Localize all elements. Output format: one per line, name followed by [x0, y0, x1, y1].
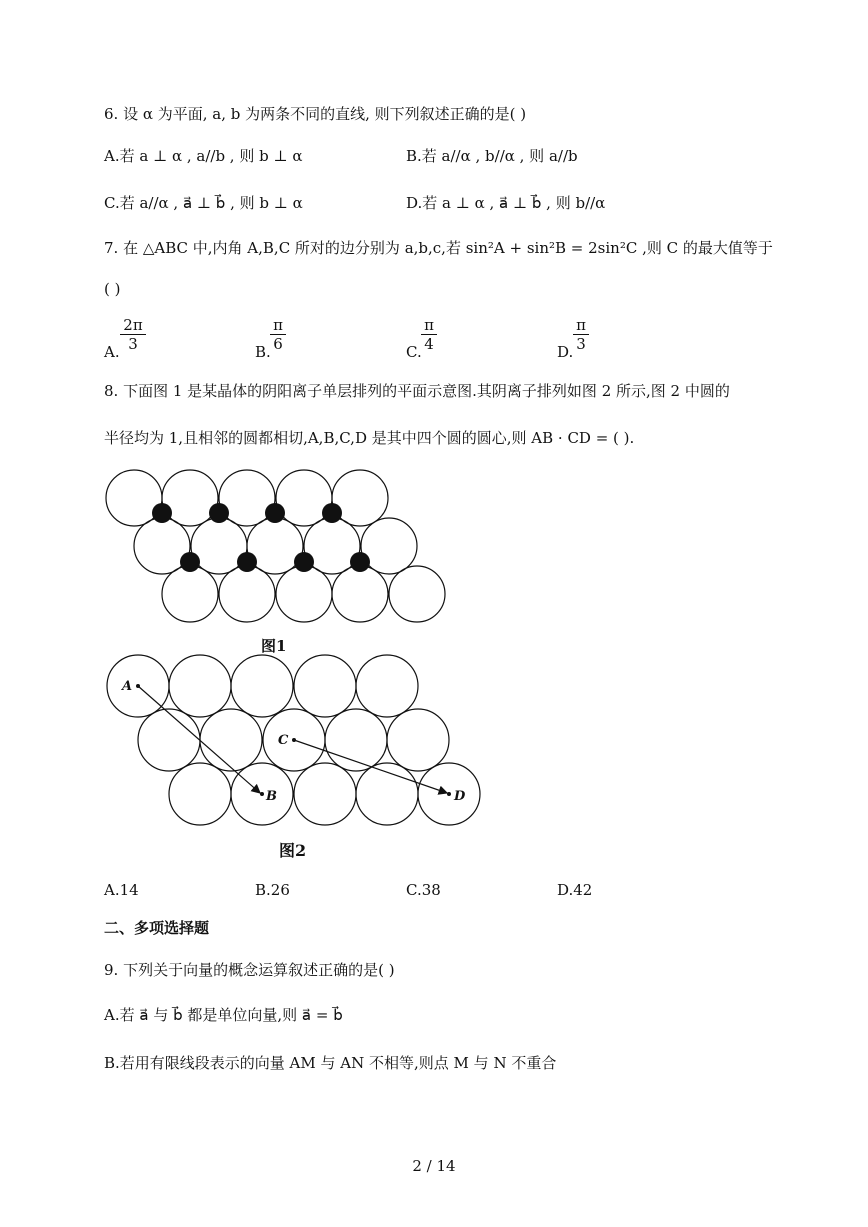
fig1-circle	[219, 566, 275, 622]
q8-option-d: D.42	[557, 881, 593, 899]
q9-stem: 9. 下列关于向量的概念运算叙述正确的是( )	[104, 961, 395, 979]
fig1-circle	[361, 518, 417, 574]
q8-option-c: C.38	[406, 881, 441, 899]
fig2-circle	[200, 709, 262, 771]
q7-option-d-num: π	[573, 316, 589, 335]
fig1-cation-dot	[265, 503, 285, 523]
point-d-dot	[447, 792, 451, 796]
point-b-label: B	[266, 789, 277, 804]
q7-option-b-num: π	[270, 316, 286, 335]
q6-option-a: A.若 a ⊥ α , a//b , 则 b ⊥ α	[104, 147, 303, 165]
q7-option-c-label: C.	[406, 343, 422, 361]
vector-ab-arrow	[138, 686, 260, 793]
fig1-cation-dot	[209, 503, 229, 523]
q7-option-d-den: 3	[576, 335, 586, 353]
fig2-caption: 图2	[279, 841, 307, 860]
fig1-caption: 图1	[261, 637, 287, 655]
q7-stem: 7. 在 △ABC 中,内角 A,B,C 所对的边分别为 a,b,c,若 sin²A + sin²B = 2sin²C ,则 C 的最大值等于	[104, 239, 773, 257]
q8-stem-line2: 半径均为 1,且相邻的圆都相切,A,B,C,D 是其中四个圆的圆心,则 AB · CD = ( ).	[104, 429, 635, 447]
vector-cd-arrow	[294, 740, 447, 793]
q7-option-d-label: D.	[557, 343, 574, 361]
fig1-cation-dot	[350, 552, 370, 572]
fig2-circle	[169, 763, 231, 825]
point-b-dot	[260, 792, 264, 796]
fig1-cation-dot	[294, 552, 314, 572]
q6-stem: 6. 设 α 为平面, a, b 为两条不同的直线, 则下列叙述正确的是( )	[104, 105, 527, 123]
q7-option-a-den: 3	[128, 335, 138, 353]
fig2-circle	[387, 709, 449, 771]
q6-option-d: D.若 a ⊥ α , a⃗ ⊥ b⃗ , 则 b//α	[406, 194, 606, 212]
fig1-circle	[162, 566, 218, 622]
q7-option-c-num: π	[421, 316, 437, 335]
q7-option-a-num: 2π	[120, 316, 146, 335]
q8-option-a: A.14	[104, 881, 139, 899]
q7-option-b-fraction	[270, 316, 286, 353]
fig1-cation-dot	[322, 503, 342, 523]
q7-option-d-fraction	[573, 316, 589, 353]
point-d-label: D	[454, 789, 466, 804]
fig1-circle	[332, 566, 388, 622]
fig2-circle	[169, 655, 231, 717]
q9-option-a: A.若 a⃗ 与 b⃗ 都是单位向量,则 a⃗ = b⃗	[104, 1006, 343, 1024]
q8-option-b: B.26	[255, 881, 290, 899]
q6-option-b: B.若 a//α , b//α , 则 a//b	[406, 147, 578, 165]
fig2-circle	[356, 655, 418, 717]
fig1-circle	[276, 566, 332, 622]
q7-option-a-fraction	[120, 316, 146, 353]
q7-option-b-label: B.	[255, 343, 271, 361]
point-c-dot	[292, 738, 296, 742]
q8-stem-line1: 8. 下面图 1 是某晶体的阴阳离子单层排列的平面示意图.其阴离子排列如图 2 所示,图 2 中圆的	[104, 382, 730, 400]
fig2-circle	[294, 763, 356, 825]
q7-option-c-den: 4	[424, 335, 434, 353]
point-a-label: A	[122, 679, 133, 694]
q7-paren: ( )	[104, 280, 121, 298]
q6-option-c: C.若 a//α , a⃗ ⊥ b⃗ , 则 b ⊥ α	[104, 194, 303, 212]
fig1-cation-dot	[237, 552, 257, 572]
q7-option-a-label: A.	[104, 343, 120, 361]
fig1-cation-dot	[180, 552, 200, 572]
fig1-cation-dot	[152, 503, 172, 523]
fig2-circle	[138, 709, 200, 771]
figure-1	[100, 465, 452, 627]
figure-2	[100, 652, 490, 832]
point-a-dot	[136, 684, 140, 688]
point-c-label: C	[278, 733, 289, 748]
section-heading: 二、多项选择题	[104, 919, 210, 937]
fig2-circle	[231, 655, 293, 717]
fig1-circle	[389, 566, 445, 622]
fig2-circle	[294, 655, 356, 717]
q7-option-b-den: 6	[273, 335, 283, 353]
q7-option-c-fraction	[421, 316, 437, 353]
page-number: 2 / 14	[412, 1157, 456, 1175]
q9-option-b: B.若用有限线段表示的向量 AM 与 AN 不相等,则点 M 与 N 不重合	[104, 1054, 557, 1072]
